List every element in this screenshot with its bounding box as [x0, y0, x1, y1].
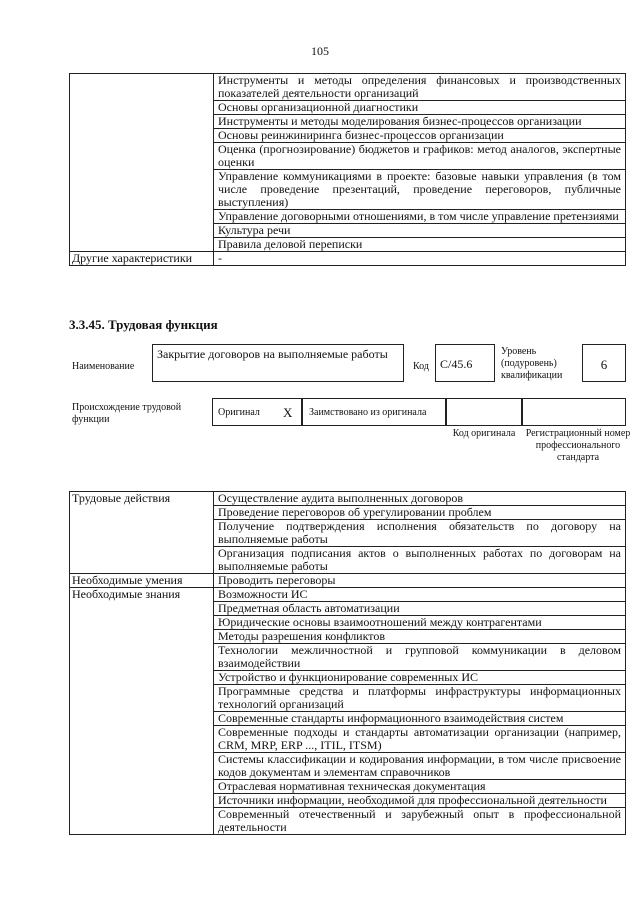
table-row [70, 143, 626, 170]
borrowed-label: Заимствовано из оригинала [309, 407, 427, 418]
table-row [70, 753, 626, 780]
row-category: Другие характеристики [70, 252, 214, 266]
row-item: Инструменты и методы моделирования бизнес-процессов организации [214, 115, 626, 129]
row-item: Современные стандарты информационного взаимодействия систем [214, 712, 626, 726]
row-item: Юридические основы взаимоотношений между контрагентами [214, 616, 626, 630]
table-row [70, 794, 626, 808]
origin-label: Происхождение трудовой функции [72, 402, 182, 425]
row-item: Возможности ИС [214, 588, 626, 602]
row-category [70, 794, 214, 808]
level-value-box [582, 344, 626, 382]
row-item: Осуществление аудита выполненных договоров [214, 492, 626, 506]
row-category [70, 753, 214, 780]
row-category [70, 101, 214, 115]
table-row [70, 588, 626, 602]
section-title: 3.3.45. Трудовая функция [69, 317, 218, 332]
row-category [70, 726, 214, 753]
row-category [70, 671, 214, 685]
level-label: Уровень (подуровень) квалификации [501, 346, 563, 381]
row-item: Отраслевая нормативная техническая документация [214, 780, 626, 794]
row-category [70, 808, 214, 835]
row-category: Трудовые действия [70, 492, 214, 506]
code-original-box [446, 398, 522, 426]
function-name: Закрытие договоров на выполняемые работы [157, 347, 388, 361]
table-row [70, 252, 626, 266]
row-item: Технологии межличностной и групповой коммуникации в деловом взаимодействии [214, 644, 626, 671]
row-item: Предметная область автоматизации [214, 602, 626, 616]
table-row [70, 547, 626, 574]
row-category: Необходимые знания [70, 588, 214, 602]
row-category [70, 602, 214, 616]
table-row [70, 129, 626, 143]
row-item: Проводить переговоры [214, 574, 626, 588]
table-row [70, 616, 626, 630]
row-item: - [214, 252, 626, 266]
row-item: Проведение переговоров об урегулировании проблем [214, 506, 626, 520]
reg-number-caption: Регистрационный номер профессионального стандарта [525, 428, 631, 463]
code-label: Код [413, 361, 429, 372]
table-row [70, 574, 626, 588]
table-row [70, 224, 626, 238]
original-mark: X [283, 405, 293, 420]
table-row [70, 170, 626, 210]
page-number: 105 [311, 44, 329, 58]
row-category [70, 115, 214, 129]
table-row [70, 238, 626, 252]
row-item: Источники информации, необходимой для профессиональной деятельности [214, 794, 626, 808]
row-category [70, 616, 214, 630]
row-item: Современные подходы и стандарты автоматизации организации (например, CRM, MRP, ERP ..., ITIL, ITSM) [214, 726, 626, 753]
code-value-box [435, 344, 495, 382]
row-item: Программные средства и платформы инфраструктуры информационных технологий организаций [214, 685, 626, 712]
level-value: 6 [600, 357, 608, 372]
row-item: Управление договорными отношениями, в том числе управление претензиями [214, 210, 626, 224]
row-category [70, 170, 214, 210]
row-item: Правила деловой переписки [214, 238, 626, 252]
row-category [70, 224, 214, 238]
table-row [70, 726, 626, 753]
name-value-box [152, 344, 404, 382]
row-category [70, 506, 214, 520]
row-category [70, 780, 214, 794]
row-category [70, 630, 214, 644]
labor-function-table [69, 491, 626, 835]
row-item: Методы разрешения конфликтов [214, 630, 626, 644]
row-category [70, 644, 214, 671]
row-item: Системы классификации и кодирования информации, в том числе присвоение кодов документам и элементам справочников [214, 753, 626, 780]
original-label: Оригинал [218, 407, 260, 418]
row-category [70, 685, 214, 712]
row-item: Организация подписания актов о выполненных работах по договорам на выполняемые работы [214, 547, 626, 574]
table-row [70, 115, 626, 129]
table-row [70, 101, 626, 115]
table-row [70, 671, 626, 685]
row-item: Инструменты и методы определения финансовых и производственных показателей деятельности организаций [214, 74, 626, 101]
name-label: Наименование [72, 361, 135, 372]
row-item: Культура речи [214, 224, 626, 238]
table-row [70, 74, 626, 101]
row-category [70, 129, 214, 143]
origin-original-box [212, 398, 302, 426]
row-category [70, 520, 214, 547]
row-item: Получение подтверждения исполнения обязательств по договору на выполняемые работы [214, 520, 626, 547]
row-item: Основы реинжиниринга бизнес-процессов организации [214, 129, 626, 143]
row-item: Управление коммуникациями в проекте: базовые навыки управления (в том числе проведение презентаций, проведение переговоров, публичные выступления) [214, 170, 626, 210]
table-row [70, 520, 626, 547]
row-item: Устройство и функционирование современных ИС [214, 671, 626, 685]
table-row [70, 210, 626, 224]
row-category [70, 143, 214, 170]
table-row [70, 506, 626, 520]
table-row [70, 685, 626, 712]
code-value: C/45.6 [440, 357, 473, 371]
row-item: Современный отечественный и зарубежный опыт в профессиональной деятельности [214, 808, 626, 835]
row-item: Основы организационной диагностики [214, 101, 626, 115]
reg-number-box [522, 398, 626, 426]
knowledge-table-continued [69, 73, 626, 266]
table-row [70, 712, 626, 726]
origin-borrowed-box [302, 398, 446, 426]
table-row [70, 808, 626, 835]
row-category [70, 547, 214, 574]
table-row [70, 492, 626, 506]
row-category [70, 712, 214, 726]
row-item: Оценка (прогнозирование) бюджетов и графиков: метод аналогов, экспертные оценки [214, 143, 626, 170]
table-row [70, 644, 626, 671]
row-category [70, 238, 214, 252]
code-original-caption: Код оригинала [452, 428, 516, 439]
table-row [70, 780, 626, 794]
row-category [70, 74, 214, 101]
row-category [70, 210, 214, 224]
table-row [70, 602, 626, 616]
row-category: Необходимые умения [70, 574, 214, 588]
table-row [70, 630, 626, 644]
